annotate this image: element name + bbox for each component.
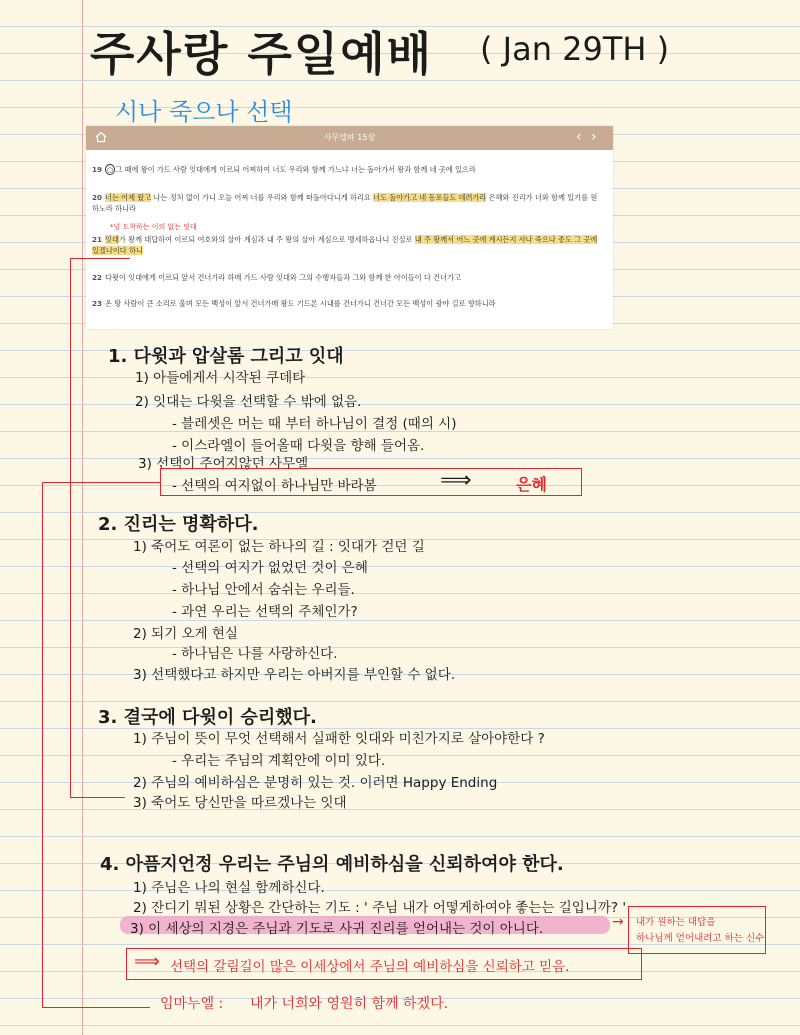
connector-line xyxy=(70,258,130,259)
section-heading: 3. 결국에 다윗이 승리했다. xyxy=(98,707,317,728)
arrow-icon: ⟹ xyxy=(440,468,472,493)
section-heading: 1. 다윗과 압살롬 그리고 잇대 xyxy=(108,346,344,367)
page-title: 주사랑 주일예배 xyxy=(90,27,434,81)
note-line: 3) 이 세상의 지경은 주님과 기도로 사귀 진리를 얻어내는 것이 아니다. xyxy=(130,921,544,937)
verse: 20 너는 어제 왔고 나는 정처 없이 가니 오늘 어찌 너를 우리와 함께 떠돌아다니게 하리요 너도 돌아가고 네 동포들도 데려가라 은혜와 진리가 너와 함께 있기를 원하노라 하니라 xyxy=(92,193,598,213)
note-line: 3) 선택이 주어지않던 사무엘 xyxy=(138,456,309,472)
verse-annotation: *넘 도착하는 이의 없는 잇대 xyxy=(110,223,197,231)
side-note-line: 내가 원하는 대답을 xyxy=(636,917,716,928)
note-line: - 선택의 여지없이 하나님만 바라봄 xyxy=(172,478,377,494)
chevron-left-icon[interactable]: ‹ xyxy=(576,129,582,145)
connector-line xyxy=(42,482,43,1008)
connector-line xyxy=(70,258,71,798)
chevron-right-icon[interactable]: › xyxy=(591,129,597,145)
note-line: 2) 주님의 예비하심은 분명히 있는 것. 이러면 Happy Ending xyxy=(133,775,498,791)
note-line: 1) 아들에게서 시작된 쿠데타 xyxy=(135,370,306,386)
margin-line xyxy=(82,0,83,1035)
final-label: 임마누엘 : xyxy=(160,996,224,1012)
note-line: - 과연 우리는 선택의 주체인가? xyxy=(172,604,358,620)
verse: 19 ○ 그 때에 왕이 가드 사람 잇대에게 이르되 어찌하여 너도 우리와 함께 가느냐 너는 돌아가서 왕과 함께 네 곳에 있으라 xyxy=(92,165,476,174)
conclusion-text: 선택의 갈림길이 많은 이세상에서 주님의 예비하심을 신뢰하고 믿음. xyxy=(170,959,570,975)
note-line: 3) 선택했다고 하지만 우리는 아버지를 부인할 수 없다. xyxy=(133,667,456,683)
note-line: 2) 되기 오게 현실 xyxy=(133,626,238,642)
date-label: ( Jan 29TH ) xyxy=(480,30,670,68)
final-text: 내가 너희와 영원히 함께 하겠다. xyxy=(250,996,449,1012)
note-line: - 선택의 여지가 없었던 것이 은혜 xyxy=(172,560,368,576)
note-line: - 우리는 주님의 계획안에 이미 있다. xyxy=(172,753,386,769)
chapter-title: 사무엘하 15장 xyxy=(323,133,376,142)
bible-header xyxy=(86,126,613,150)
note-line: - 이스라엘이 들어올때 다윗을 향해 들어옴. xyxy=(172,438,425,454)
side-note-line: 하나님께 얻어내려고 하는 신수 xyxy=(636,933,765,944)
connector-line xyxy=(70,797,125,798)
note-line: - 하나님 안에서 숨쉬는 우리들. xyxy=(172,582,355,598)
note-line: 1) 죽어도 여론이 없는 하나의 길 : 잇대가 걷던 길 xyxy=(133,539,425,555)
note-line: - 하나님은 나를 사랑하신다. xyxy=(172,646,338,662)
note-line: 1) 주님은 나의 현실 함께하신다. xyxy=(133,880,325,896)
section-heading: 4. 아픔지언정 우리는 주님의 예비하심을 신뢰하여야 한다. xyxy=(100,854,564,875)
arrow-icon: → xyxy=(612,914,624,930)
note-line: 2) 잔디기 뭐된 상황은 간단하는 기도 : ' 주님 내가 어떻게하여야 좋는는 길입니까? ' xyxy=(133,900,627,916)
connector-line xyxy=(42,482,160,483)
note-line: - 블레셋은 머는 때 부터 하나님이 결정 (때의 시) xyxy=(172,416,457,432)
verse: 22 다윗이 잇대에게 이르되 앞서 건너가라 하매 가드 사람 잇대와 그의 수행자들과 그와 함께 한 아이들이 다 건너가고 xyxy=(92,273,461,282)
section-heading: 2. 진리는 명확하다. xyxy=(98,514,259,535)
note-line: 2) 잇대는 다윗을 선택할 수 밖에 없음. xyxy=(135,394,362,410)
verse: 23 온 땅 사람이 큰 소리로 울며 모든 백성이 앞서 건너가매 왕도 기드론 시내를 건너가니 건너간 모든 백성이 광야 길로 향하니라 xyxy=(92,299,496,308)
grace-label: 은혜 xyxy=(516,475,547,494)
verse: 21 잇대가 왕께 대답하여 이르되 여호와의 살아 계심과 내 주 왕의 살아 계심으로 맹세하옵나니 진실로 내 주 왕께서 어느 곳에 계시든지 사나 죽으나 종도 그 곳에 있겠나이다 하니 xyxy=(92,235,598,255)
connector-line xyxy=(42,1007,150,1008)
note-line: 3) 죽어도 당신만을 따르겠나는 잇대 xyxy=(133,795,347,811)
arrow-icon: ⟹ xyxy=(134,951,160,972)
subtitle: 시나 죽으나 선택 xyxy=(115,92,293,129)
note-line: 1) 주님이 뜻이 무엇 선택해서 실패한 잇대와 미친가지로 살아야한다 ? xyxy=(133,731,545,747)
